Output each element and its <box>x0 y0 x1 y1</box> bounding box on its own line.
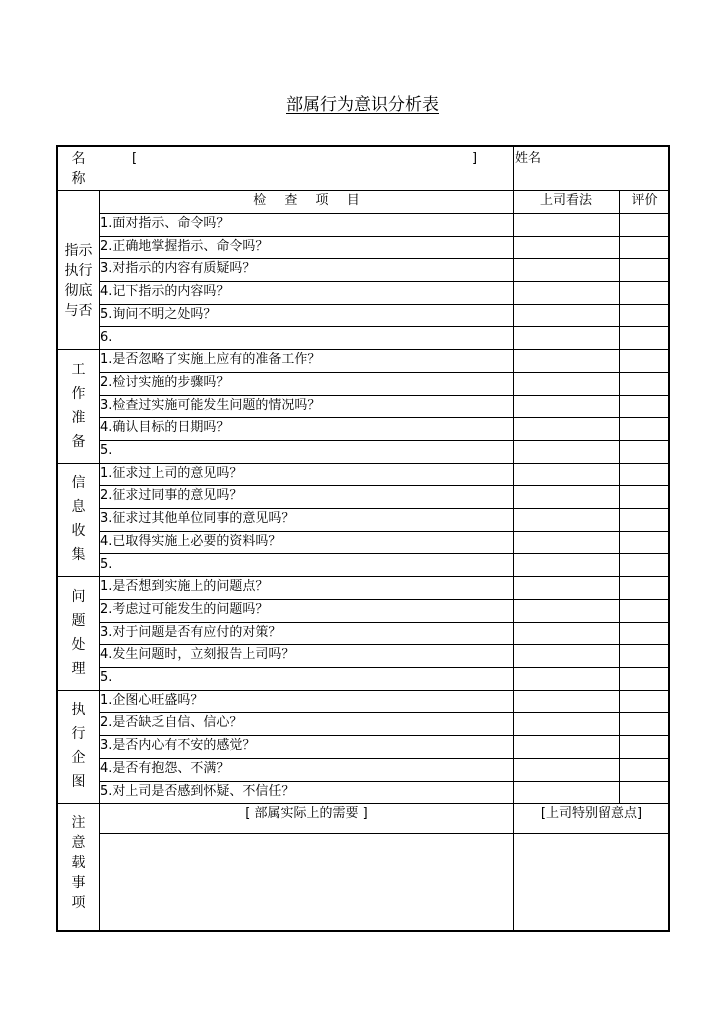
category-label-problem: 问 题 处 理 <box>71 589 86 677</box>
check-item-instruction-3: 3.对指示的内容有质疑吗？ <box>100 261 256 277</box>
row-divider <box>99 712 668 713</box>
check-item-instruction-5: 5.询问不明之处吗？ <box>100 306 217 322</box>
row-divider <box>99 440 668 441</box>
category-label-preparation: 工 作 准 备 <box>71 362 86 450</box>
boss-attention-header: [上司特别留意点] <box>540 806 643 821</box>
category-label-info: 信 息 收 集 <box>71 475 86 563</box>
check-item-info-5: 5. <box>100 556 113 572</box>
check-item-problem-4: 4.发生问题时，立刻报告上司吗？ <box>100 647 295 663</box>
row-divider <box>58 349 668 350</box>
row-divider <box>99 553 668 554</box>
check-item-problem-3: 3.对于问题是否有应付的对策？ <box>100 624 282 640</box>
boss-view-header: 上司看法 <box>539 193 592 208</box>
row-divider <box>99 599 668 600</box>
check-items-header: 检 查 项 目 <box>253 193 360 208</box>
check-item-intent-5: 5.对上司是否感到怀疑、不信任？ <box>100 783 295 799</box>
page-title: 部属行为意识分析表 <box>286 95 439 115</box>
check-item-intent-2: 2.是否缺乏自信、信心？ <box>100 715 243 731</box>
check-column-line <box>513 190 514 930</box>
check-item-intent-4: 4.是否有抱怨、不满？ <box>100 760 230 776</box>
notes-header-divider <box>99 833 668 834</box>
header-divider <box>58 190 668 191</box>
row-divider <box>58 803 668 804</box>
row-divider <box>99 326 668 327</box>
notes-label: 注 意 载 事 项 <box>71 815 86 911</box>
category-label-intent: 执 行 企 图 <box>71 702 86 790</box>
rating-column-line <box>619 190 620 803</box>
row-divider <box>58 576 668 577</box>
check-item-problem-2: 2.考虑过可能发生的问题吗？ <box>100 601 269 617</box>
bracket-open: [ <box>132 151 138 166</box>
check-item-instruction-2: 2.正确地掌握指示、命令吗？ <box>100 238 269 254</box>
check-item-instruction-6: 6. <box>100 329 113 345</box>
name-label: 名 称 <box>71 151 86 187</box>
bracket-close: ] <box>472 151 478 166</box>
row-divider <box>99 667 668 668</box>
check-item-info-2: 2.征求过同事的意见吗？ <box>100 488 243 504</box>
row-divider <box>99 485 668 486</box>
check-item-info-3: 3.征求过其他单位同事的意见吗？ <box>100 511 295 527</box>
check-item-preparation-2: 2.检讨实施的步骤吗？ <box>100 374 230 390</box>
check-item-info-4: 4.已取得实施上必要的资料吗？ <box>100 533 282 549</box>
name-divider <box>513 147 514 190</box>
check-item-preparation-1: 1.是否忽略了实施上应有的准备工作？ <box>100 352 321 368</box>
row-divider <box>99 735 668 736</box>
analysis-table <box>56 145 670 932</box>
row-divider <box>99 258 668 259</box>
check-item-preparation-5: 5. <box>100 443 113 458</box>
row-divider <box>99 281 668 282</box>
row-divider <box>99 372 668 373</box>
check-item-instruction-1: 1.面对指示、命令吗？ <box>100 216 230 231</box>
check-item-intent-3: 3.是否内心有不安的感觉？ <box>100 738 256 754</box>
category-label-instruction: 指示 执行 彻底 与否 <box>64 243 93 319</box>
check-item-preparation-3: 3.检查过实施可能发生问题的情况吗？ <box>100 397 321 413</box>
row-divider <box>99 644 668 645</box>
column-header-divider <box>99 213 668 214</box>
subordinate-needs-header: [ 部属实际上的需要 ] <box>245 806 368 821</box>
category-column-line <box>99 190 100 930</box>
check-item-info-1: 1.征求过上司的意见吗？ <box>100 465 243 481</box>
check-item-instruction-4: 4.记下指示的内容吗？ <box>100 284 230 300</box>
person-name-label: 姓名 <box>515 151 542 166</box>
check-item-intent-1: 1.企图心旺盛吗？ <box>100 692 204 708</box>
check-item-preparation-4: 4.确认目标的日期吗？ <box>100 420 230 436</box>
rating-header: 评价 <box>631 193 658 208</box>
check-item-problem-5: 5. <box>100 670 113 685</box>
check-item-problem-1: 1.是否想到实施上的问题点？ <box>100 579 269 595</box>
row-divider <box>99 417 668 418</box>
row-divider <box>99 508 668 509</box>
